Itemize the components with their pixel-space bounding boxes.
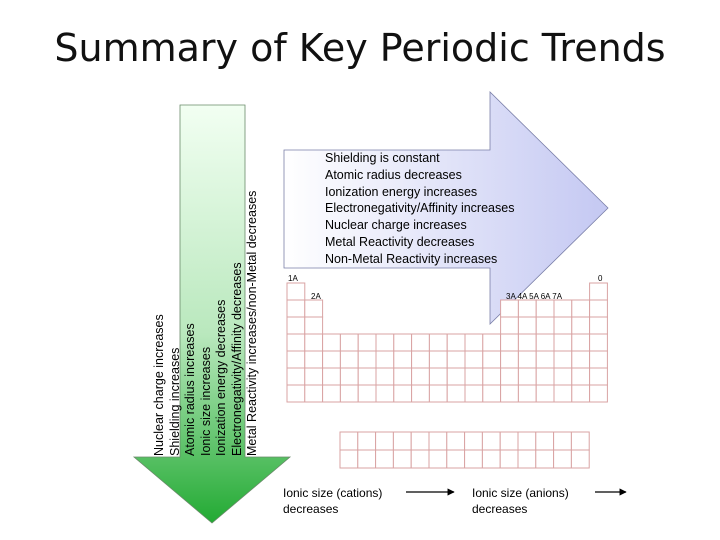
across-trend-item: Electronegativity/Affinity increases <box>325 201 515 216</box>
group-label-2a: 2A <box>311 292 321 301</box>
across-trend-item: Shielding is constant <box>325 151 440 165</box>
group-label-1a: 1A <box>288 274 298 283</box>
across-trend-item: Non-Metal Reactivity increases <box>325 251 498 266</box>
cations-caption-line: decreases <box>283 502 339 516</box>
page-title: Summary of Key Periodic Trends <box>54 26 666 70</box>
down-trend-item: Electronegativity/Affinity decreases <box>229 262 244 456</box>
cations-caption-line: Ionic size (cations) <box>283 486 383 500</box>
across-trend-item: Metal Reactivity decreases <box>325 234 475 249</box>
down-trend-item: Nuclear charge increases <box>152 314 166 456</box>
anions-caption-line: Ionic size (anions) <box>472 486 569 500</box>
across-trend-item: Atomic radius decreases <box>325 167 462 182</box>
anions-caption-line: decreases <box>472 502 528 516</box>
anions-caption <box>472 485 569 517</box>
down-trend-item: Metal Reactivity increases/non-Metal decreases <box>245 190 259 456</box>
across-trend-item: Ionization energy increases <box>325 184 478 199</box>
down-trend-item: Ionic size increases <box>198 346 213 456</box>
down-trend-item: Ionization energy decreases <box>214 299 228 456</box>
group-label-3a-7a: 3A 4A 5A 6A 7A <box>506 292 563 301</box>
down-trend-item: Atomic radius increases <box>183 323 197 456</box>
group-label-0: 0 <box>598 274 603 283</box>
across-trend-item: Nuclear charge increases <box>325 218 467 233</box>
down-trend-item: Shielding increases <box>167 347 182 456</box>
cations-caption <box>283 485 382 517</box>
